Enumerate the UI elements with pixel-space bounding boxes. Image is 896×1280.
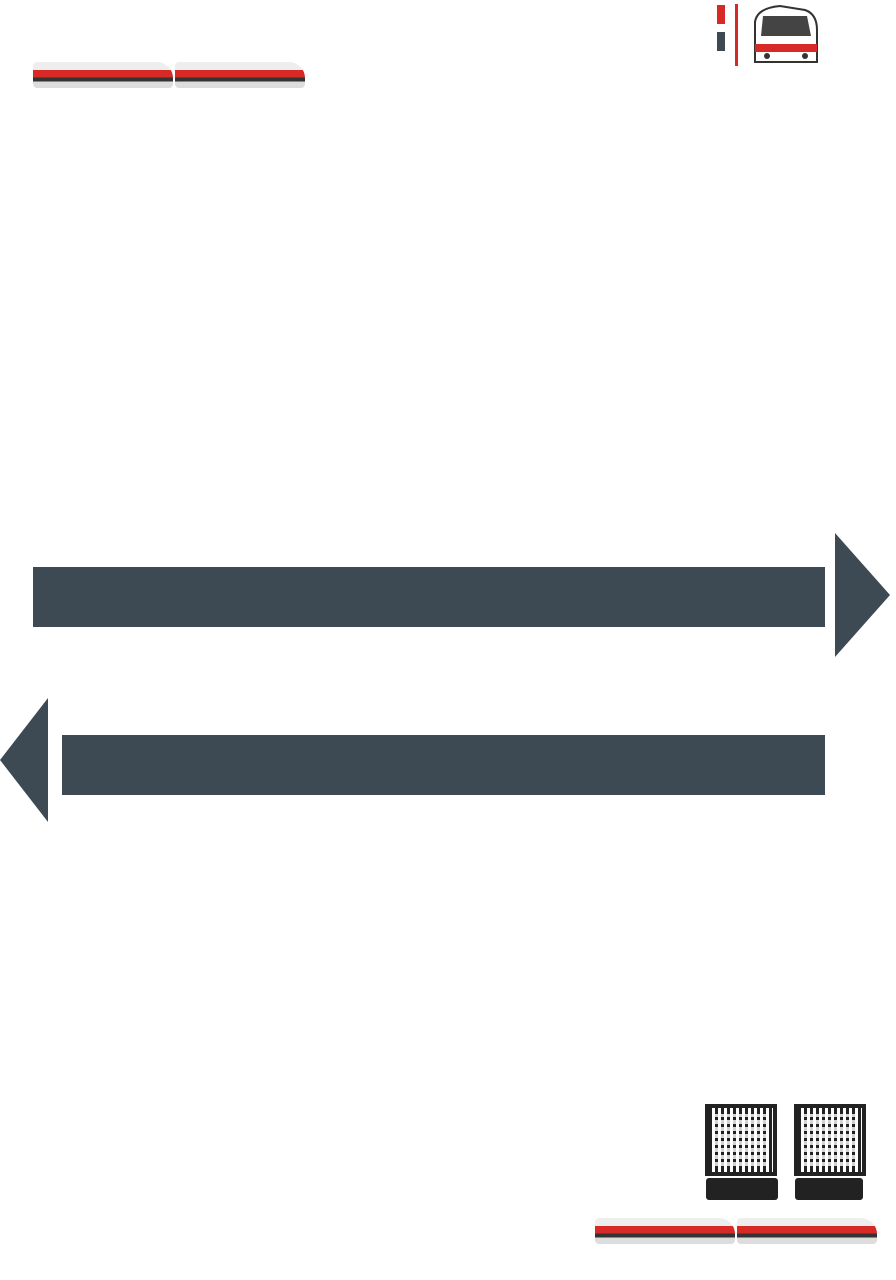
- header-route: [717, 32, 725, 51]
- train-image-bottom-1: [595, 1218, 735, 1244]
- header-line-2: [180, 32, 725, 52]
- station-band-bottom: [62, 735, 825, 795]
- header-divider: [735, 4, 738, 66]
- google-play-badge[interactable]: [706, 1178, 778, 1200]
- train-image-top-1: [33, 62, 173, 88]
- qr-code-rustore-icon[interactable]: [794, 1104, 866, 1176]
- train-image-top-2: [175, 62, 305, 88]
- train-image-bottom-2: [737, 1218, 877, 1244]
- header-line-1: [180, 5, 725, 25]
- arrow-right-icon: [835, 533, 890, 657]
- arrow-left-icon: [0, 698, 48, 822]
- train-front-icon: [745, 2, 820, 70]
- qr-code-google-icon[interactable]: [705, 1104, 777, 1176]
- tickets-info: [428, 1098, 878, 1216]
- header-highlight-1: [717, 5, 725, 24]
- rustore-badge[interactable]: [795, 1178, 863, 1200]
- station-band-top: [33, 567, 825, 627]
